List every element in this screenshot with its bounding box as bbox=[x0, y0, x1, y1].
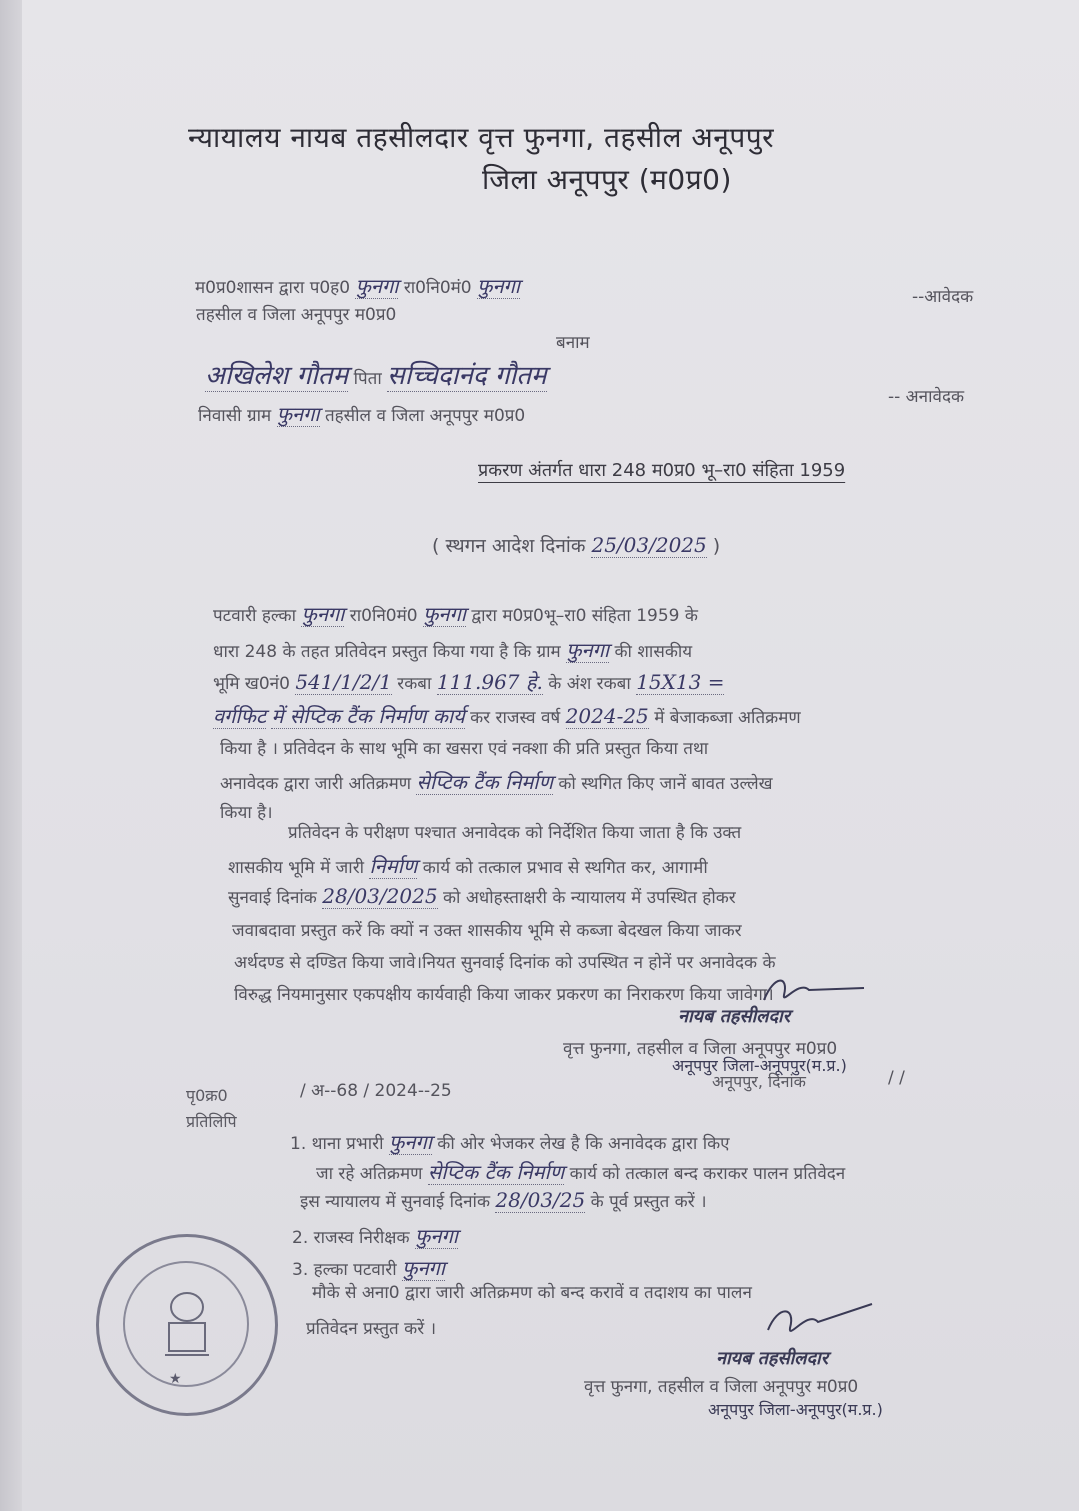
copy-text: 2. राजस्व निरीक्षक bbox=[292, 1228, 410, 1248]
applicant-prefix: म0प्र0शासन द्वारा प0ह0 bbox=[195, 278, 351, 298]
case-number-label: पृ0क्र0 bbox=[186, 1086, 228, 1105]
body-text: धारा 248 के तहत प्रतिवेदन प्रस्तुत किया गया है कि ग्राम bbox=[213, 642, 561, 662]
signature2-title: नायब तहसीलदार bbox=[716, 1348, 829, 1369]
respondent-role: -- अनावेदक bbox=[888, 387, 965, 407]
official-seal bbox=[96, 1234, 278, 1416]
body-text: के अंश रकबा bbox=[548, 674, 631, 694]
body-text: शासकीय भूमि में जारी bbox=[228, 858, 365, 878]
body-line-4 bbox=[213, 702, 801, 729]
signature1-designation: वृत्त फुनगा, तहसील व जिला अनूपपुर म0प्र0 bbox=[563, 1039, 838, 1059]
case-number: / अ--68 / 2024--25 bbox=[300, 1081, 452, 1101]
signature1-date-blank: / / bbox=[888, 1068, 905, 1088]
body-line-5: किया है । प्रतिवेदन के साथ भूमि का खसरा एवं नक्शा की प्रति प्रस्तुत किया तथा bbox=[220, 739, 709, 759]
applicant-rnm: फुनगा bbox=[477, 274, 520, 298]
court-district: जिला अनूपपुर (म0प्र0) bbox=[482, 163, 732, 196]
body-handwritten-village: फुनगा bbox=[566, 638, 610, 662]
body-handwritten-unit: वर्गफिट bbox=[213, 704, 267, 728]
copy-label: प्रतिलिपि bbox=[186, 1112, 237, 1131]
body-text: द्वारा म0प्र0भू–रा0 संहिता 1959 के bbox=[471, 606, 698, 626]
body-text: रा0नि0मं0 bbox=[349, 606, 418, 626]
copy-handwritten-date: 28/03/25 bbox=[495, 1188, 586, 1212]
versus-label: बनाम bbox=[556, 333, 590, 353]
respondent-village: फुनगा bbox=[276, 402, 320, 426]
para2-line-2 bbox=[228, 852, 708, 879]
respondent-father: सच्चिदानंद गौतम bbox=[387, 361, 547, 391]
body-text: को अधोहस्ताक्षरी के न्यायालय में उपस्थित होकर bbox=[442, 888, 736, 908]
signature1-date-label: अनूपपुर, दिनांक bbox=[712, 1072, 806, 1091]
copy-handwritten-ri: फुनगा bbox=[414, 1224, 458, 1248]
body-handwritten-hearing-date: 28/03/2025 bbox=[322, 884, 438, 908]
body-line-1 bbox=[213, 600, 698, 627]
body-line-7: किया है। bbox=[220, 803, 273, 823]
respondent-address bbox=[198, 400, 525, 427]
stay-order-close: ) bbox=[712, 535, 721, 557]
copy-item-2 bbox=[292, 1222, 458, 1249]
body-handwritten-construction: सेप्टिक टैंक निर्माण bbox=[416, 770, 553, 794]
body-text: को स्थगित किए जानें बावत उल्लेख bbox=[558, 774, 773, 794]
body-handwritten-khasra: 541/1/2/1 bbox=[295, 670, 392, 694]
body-line-3 bbox=[213, 668, 724, 695]
body-text: अनावेदक द्वारा जारी अतिक्रमण bbox=[220, 774, 412, 794]
copy-text: 3. हल्का पटवारी bbox=[292, 1260, 397, 1280]
body-text: कर राजस्व वर्ष bbox=[470, 708, 561, 728]
copy-handwritten-thana: फुनगा bbox=[388, 1130, 432, 1154]
body-text: पटवारी हल्का bbox=[213, 606, 296, 626]
copy-item-1-line-2 bbox=[316, 1158, 845, 1185]
copy-text: इस न्यायालय में सुनवाई दिनांक bbox=[300, 1192, 490, 1212]
copy-item-1-line-3 bbox=[300, 1188, 707, 1212]
respondent-name: अखिलेश गौतम bbox=[205, 361, 349, 391]
village-label: निवासी ग्राम bbox=[198, 406, 272, 426]
copy-text: के पूर्व प्रस्तुत करें । bbox=[590, 1192, 707, 1212]
applicant-rnm-label: रा0नि0मं0 bbox=[403, 278, 472, 298]
copy-item-3-line-2: मौके से अना0 द्वारा जारी अतिक्रमण को बन्द करावें व तदाशय का पालन bbox=[312, 1283, 752, 1303]
respondent-line bbox=[205, 356, 547, 392]
copy-text: जा रहे अतिक्रमण bbox=[316, 1164, 423, 1184]
signature2-designation: वृत्त फुनगा, तहसील व जिला अनूपपुर म0प्र0 bbox=[584, 1377, 859, 1397]
applicant-halka: फुनगा bbox=[355, 274, 399, 298]
body-line-2 bbox=[213, 636, 692, 663]
body-handwritten-encroachment: में सेप्टिक टैंक निर्माण कार्य bbox=[271, 704, 465, 728]
body-text: भूमि ख0नं0 bbox=[213, 674, 290, 694]
copy-item-3 bbox=[292, 1254, 445, 1281]
copy-item-1 bbox=[290, 1128, 730, 1155]
body-handwritten-rnm: फुनगा bbox=[423, 602, 466, 626]
para2-line-4: जवाबदावा प्रस्तुत करें कि क्यों न उक्त शासकीय भूमि से कब्जा बेदखल किया जाकर bbox=[232, 921, 742, 941]
para2-line-6: विरुद्ध नियमानुसार एकपक्षीय कार्यवाही किया जाकर प्रकरण का निराकरण किया जावेगा। bbox=[234, 985, 774, 1005]
emblem-icon bbox=[155, 1285, 219, 1365]
case-section: प्रकरण अंतर्गत धारा 248 म0प्र0 भू–रा0 संहिता 1959 bbox=[478, 460, 846, 481]
copy-handwritten-patwari: फुनगा bbox=[402, 1256, 445, 1280]
copy-text: कार्य को तत्काल बन्द कराकर पालन प्रतिवेदन bbox=[569, 1164, 846, 1184]
body-text: में बेजाकब्जा अतिक्रमण bbox=[654, 708, 801, 728]
respondent-tahsil: तहसील व जिला अनूपपुर म0प्र0 bbox=[324, 406, 526, 426]
applicant-line bbox=[195, 272, 520, 299]
copy-handwritten-encroachment: सेप्टिक टैंक निर्माण bbox=[427, 1160, 565, 1184]
applicant-address: तहसील व जिला अनूपपुर म0प्र0 bbox=[196, 305, 397, 325]
court-title: न्यायालय नायब तहसीलदार वृत्त फुनगा, तहसील अनूपपुर bbox=[188, 121, 775, 154]
seal-star-icon: ★ bbox=[169, 1371, 182, 1387]
body-handwritten-halka: फुनगा bbox=[301, 602, 345, 626]
body-handwritten-nirman: निर्माण bbox=[369, 854, 418, 878]
para2-line-5: अर्थदण्ड से दण्डित किया जावे।नियत सुनवाई दिनांक को उपस्थित न होनें पर अनावेदक के bbox=[234, 953, 776, 973]
body-text: कार्य को तत्काल प्रभाव से स्थगित कर, आगामी bbox=[422, 858, 708, 878]
page-edge-shadow bbox=[0, 0, 22, 1511]
body-handwritten-year: 2024-25 bbox=[565, 704, 649, 728]
body-text: सुनवाई दिनांक bbox=[228, 888, 317, 908]
signature-scribble-2 bbox=[760, 1300, 880, 1344]
body-line-6 bbox=[220, 768, 773, 795]
body-text: की शासकीय bbox=[614, 642, 693, 662]
stay-order-heading bbox=[432, 532, 720, 558]
signature1-title: नायब तहसीलदार bbox=[678, 1006, 791, 1027]
para2-line-3 bbox=[228, 884, 736, 908]
body-handwritten-area: 111.967 हे. bbox=[436, 670, 543, 694]
applicant-role: --आवेदक bbox=[912, 287, 974, 307]
copy-item-3-line-3: प्रतिवेदन प्रस्तुत करें । bbox=[306, 1319, 437, 1339]
stay-order-date: 25/03/2025 bbox=[591, 533, 707, 557]
body-handwritten-part-area: 15X13 = bbox=[636, 670, 725, 694]
stay-order-label: ( स्थगन आदेश दिनांक bbox=[432, 535, 586, 557]
copy-text: की ओर भेजकर लेख है कि अनावेदक द्वारा किए bbox=[437, 1134, 730, 1154]
para2-line-1: प्रतिवेदन के परीक्षण पश्चात अनावेदक को निर्देशित किया जाता है कि उक्त bbox=[288, 823, 742, 843]
copy-text: 1. थाना प्रभारी bbox=[290, 1134, 384, 1154]
father-label: पिता bbox=[353, 369, 382, 389]
signature1-stamp: अनूपपुर जिला-अनूपपुर(म.प्र.) bbox=[672, 1056, 847, 1075]
body-text: रकबा bbox=[397, 674, 432, 694]
signature2-stamp: अनूपपुर जिला-अनूपपुर(म.प्र.) bbox=[708, 1400, 883, 1419]
